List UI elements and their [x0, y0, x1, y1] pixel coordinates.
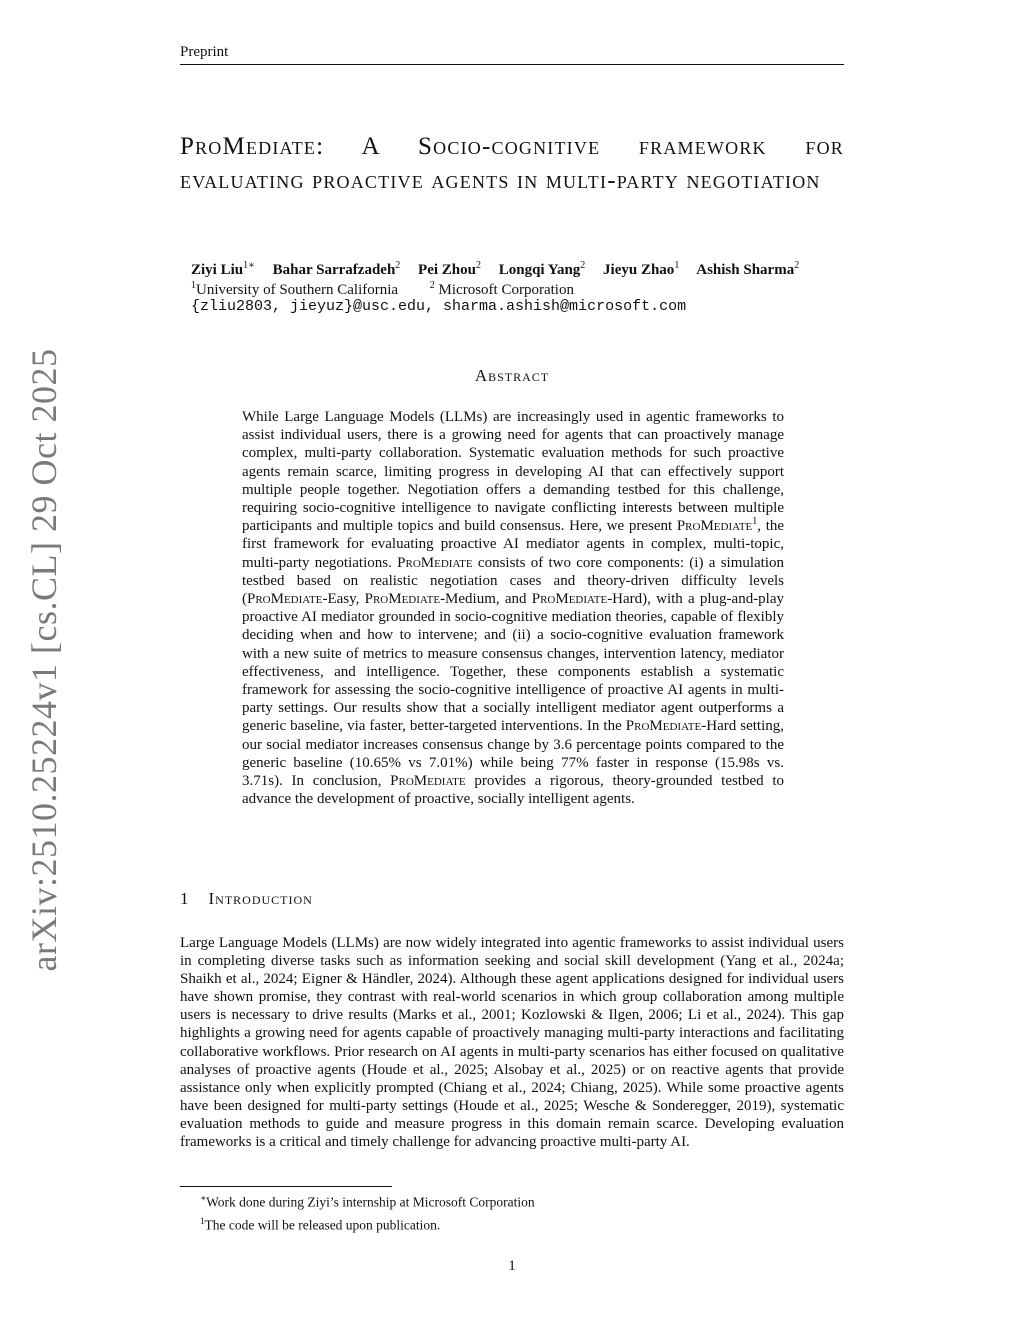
author-emails: {zliu2803, jieyuz}@usc.edu, sharma.ashish@microsoft.com [191, 298, 687, 315]
header-rule [180, 64, 844, 65]
arxiv-identifier-stamp: arXiv:2510.25224v1 [cs.CL] 29 Oct 2025 [24, 348, 64, 972]
page-number: 1 [508, 1258, 516, 1274]
author-list [191, 260, 813, 279]
section-number: 1 [180, 889, 189, 908]
author: Jieyu Zhao$^1$ [603, 260, 680, 278]
abstract-heading: Abstract [474, 366, 550, 385]
affiliations [191, 280, 574, 299]
footnote: $^1$The code will be released upon publication. [200, 1215, 441, 1232]
running-header: Preprint [180, 44, 229, 60]
affiliation: $^1$University of Southern California [191, 280, 399, 298]
author: Ashish Sharma$^2$ [696, 260, 800, 278]
author: Bahar Sarrafzadeh$^2$ [272, 260, 401, 278]
footnote: ∗Work done during Ziyi’s internship at Microsoft Corporation [200, 1193, 535, 1210]
affiliation: $^2$ Microsoft Corporation [429, 280, 574, 298]
footnote-rule [180, 1186, 392, 1187]
abstract-body: While Large Language Models (LLMs) are increasingly used in agentic frameworks to assist individual users, there is a growing need for agents that can proactively manage complex, multi-party collaboration. Systematic evaluation methods for such proactive agents remain scarce, limiting progress in developing AI that can effectively support multiple people together. Negotiation offers a demanding testbed for this challenge, requiring socio-cognitive intelligence to navigate conflicting interests between multiple participants and multiple topics and build consensus. Here, we present ProMediate$^1$, the first framework for evaluating proactive AI mediator agents in complex, multi-topic, multi-party negotiations. ProMediate consists of two core components: (i) a simulation testbed based on realistic negotiation cases and theory-driven difficulty levels (ProMediate-Easy, ProMediate-Medium, and ProMediate-Hard), with a plug-and-play proactive AI mediator grounded in socio-cognitive mediation theories, capable of flexibly deciding when and how to intervene; and (ii) a socio-cognitive evaluation framework with a new suite of metrics to measure consensus changes, intervention latency, mediator effectiveness, and intelligence. Together, these components establish a systematic framework for assessing the socio-cognitive intelligence of proactive AI agents in multi-party settings. Our results show that a socially intelligent mediator agent outperforms a generic baseline, via faster, better-targeted interventions. In the ProMediate-Hard setting, our social mediator increases consensus change by 3.6 percentage points compared to the generic baseline (10.65% vs 7.01%) while being 77% faster in response (15.98s vs. 3.71s). In conclusion, ProMediate provides a rigorous, theory-grounded testbed to advance the development of proactive, socially intelligent agents. [242, 409, 785, 808]
section-heading-introduction [180, 889, 313, 909]
footnotes [200, 1189, 535, 1234]
author: Pei Zhou$^2$ [418, 260, 481, 278]
author: Longqi Yang$^2$ [498, 260, 586, 278]
author: Ziyi Liu$^{1∗}$ [191, 260, 255, 278]
paper-title: ProMediate: A Socio-cognitive framework for evaluating proactive agents in multi-party negotiation [180, 133, 844, 194]
introduction-paragraph: Large Language Models (LLMs) are now widely integrated into agentic frameworks to assist individual users in completing diverse tasks such as information seeking and social skill development (Yang et al., 2024a; Shaikh et al., 2024; Eigner & Händler, 2024). Although these agent applications designed for individual users have shown promise, they contrast with real-world scenarios in which group collaboration among multiple users is necessary to drive results (Marks et al., 2001; Kozlowski & Ilgen, 2006; Li et al., 2024). This gap highlights a growing need for agents capable of proactively managing multi-party interactions and facilitating collaborative workflows. Prior research on AI agents in multi-party scenarios has either focused on qualitative analyses of proactive agents (Houde et al., 2025; Alsobay et al., 2025) or on reactive agents that provide assistance only when explicitly prompted (Chiang et al., 2024; Chiang, 2025). While some proactive agents have been designed for multi-party settings (Houde et al., 2025; Wesche & Sonderegger, 2019), systematic evaluation methods to guide and measure progress in this domain remain scarce. Developing evaluation frameworks is a critical and timely challenge for advancing proactive multi-party AI. [180, 935, 844, 1151]
section-title: Introduction [208, 889, 313, 908]
